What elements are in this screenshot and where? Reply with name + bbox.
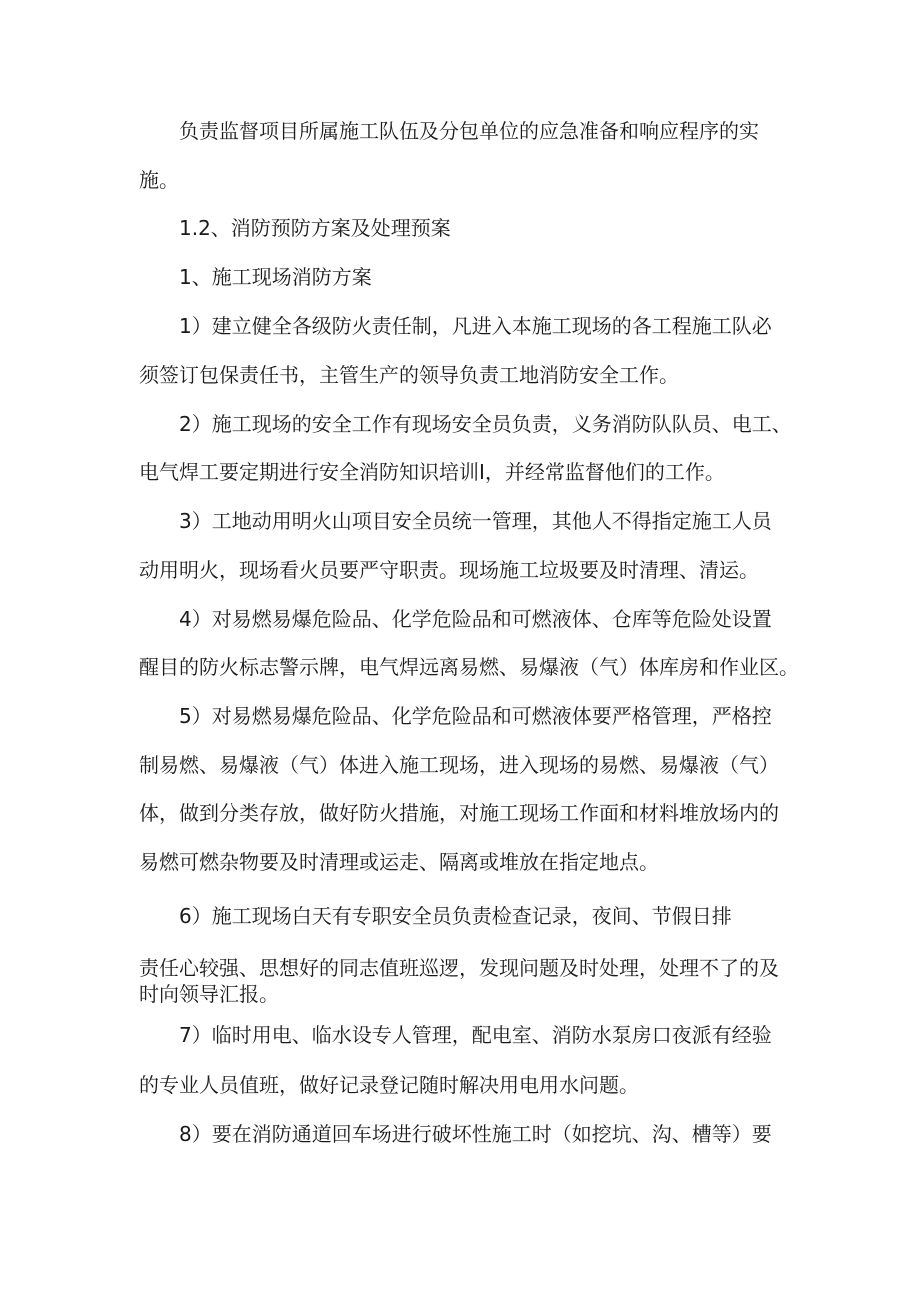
paragraph-line: 8）要在消防通道回车场进行破坏性施工时（如挖坑、沟、槽等）要: [179, 1122, 772, 1146]
paragraph-line: 体，做到分类存放，做好防火措施，对施工现场工作面和材料堆放场内的: [139, 801, 779, 825]
paragraph-line: 4）对易燃易爆危险品、化学危险品和可燃液体、仓库等危险处设置: [179, 607, 772, 631]
paragraph-line: 7）临时用电、临水设专人管理，配电室、消防水泵房口夜派有经验: [179, 1023, 772, 1047]
paragraph-line: 负责监督项目所属施工队伍及分包单位的应急准备和响应程序的实: [179, 119, 759, 143]
paragraph-line: 制易燃、易爆液（气）体进入施工现场，进入现场的易燃、易爆液（气）: [139, 753, 779, 777]
paragraph-line: 醒目的防火标志警示牌，电气焊远离易燃、易爆液（气）体库房和作业区。: [139, 655, 799, 679]
paragraph-line: 2）施工现场的安全工作有现场安全员负责，义务消防队队员、电工、: [179, 412, 792, 436]
paragraph-line: 5）对易燃易爆危险品、化学危险品和可燃液体要严格管理，严格控: [179, 704, 772, 728]
paragraph-line: 易燃可燃杂物要及时清理或运走、隔离或堆放在指定地点。: [139, 850, 659, 874]
paragraph-line: 6）施工现场白天有专职安全员负责检查记录，夜间、节假日排: [179, 904, 732, 928]
paragraph-line: 3）工地动用明火山项目安全员统一管理，其他人不得指定施工人员: [179, 509, 772, 533]
paragraph-line: 须签订包保责任书，主管生产的领导负责工地消防安全工作。: [139, 363, 679, 387]
paragraph-line: 的专业人员值班，做好记录登记随时解决用电用水问题。: [139, 1073, 639, 1097]
paragraph-line: 时向领导汇报。: [139, 982, 279, 1006]
paragraph-line: 电气焊工要定期进行安全消防知识培训I，并经常监督他们的工作。: [139, 460, 725, 484]
paragraph-line: 1）建立健全各级防火责任制，凡进入本施工现场的各工程施工队必: [179, 314, 772, 338]
subsection-heading: 1、施工现场消防方案: [179, 265, 372, 289]
paragraph-line: 施。: [139, 168, 179, 192]
paragraph-line: 责任心较强、思想好的同志值班巡逻，发现问题及时处理，处理不了的及: [139, 956, 779, 980]
section-heading: 1.2、消防预防方案及处理预案: [179, 216, 451, 240]
paragraph-line: 动用明火，现场看火员要严守职责。现场施工垃圾要及时清理、清运。: [139, 558, 759, 582]
